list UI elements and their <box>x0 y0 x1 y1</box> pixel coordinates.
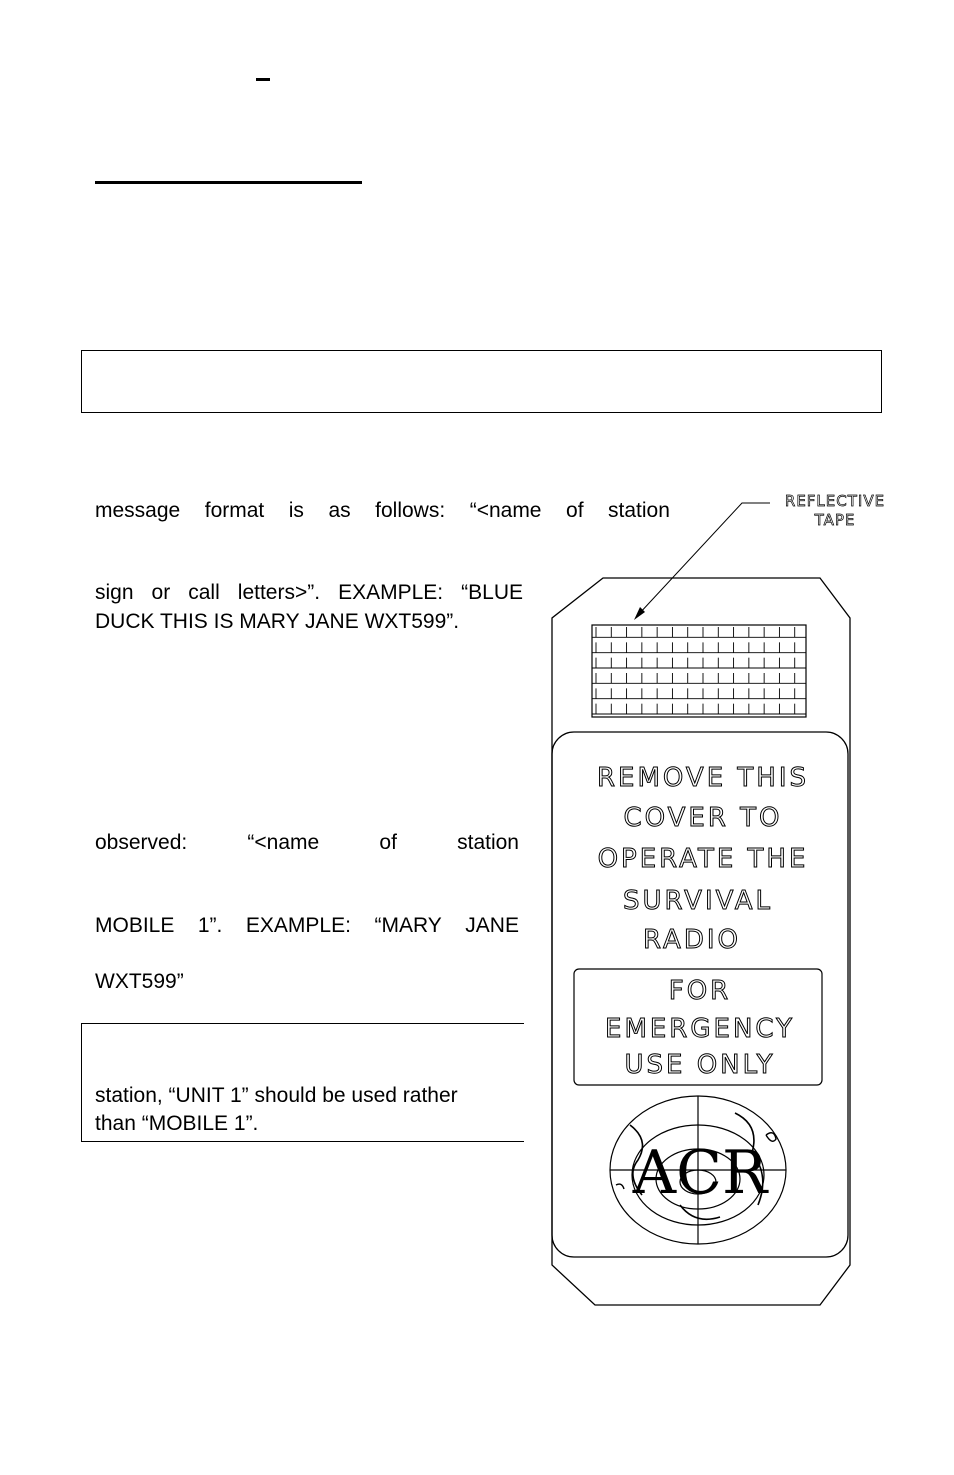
emergency-line-2: EMERGENCY <box>605 1014 795 1044</box>
cover-line-1: REMOVE THIS <box>596 763 810 793</box>
reflective-tape-grid <box>592 625 806 717</box>
note-line2: than “MOBILE 1”. <box>95 1112 259 1135</box>
paragraph1-line2 <box>95 578 523 607</box>
word: 1”. <box>197 914 223 937</box>
word: follows: <box>375 499 446 522</box>
paragraph1-line3: DUCK THIS IS MARY JANE WXT599”. <box>95 610 460 633</box>
word: call <box>188 581 220 604</box>
word: format <box>204 499 265 522</box>
emergency-line-1: FOR <box>668 976 732 1006</box>
word: of <box>566 499 584 522</box>
cover-line-5: RADIO <box>643 925 741 955</box>
cover-line-4: SURVIVAL <box>622 886 774 916</box>
callout-reflective: REFLECTIVE <box>784 492 886 510</box>
word: letters>”. <box>237 581 321 604</box>
acr-globe-logo <box>610 1096 786 1244</box>
word: EXAMPLE: <box>245 914 351 937</box>
emergency-line-3: USE ONLY <box>624 1050 776 1080</box>
word: or <box>151 581 171 604</box>
heading-dash <box>256 78 270 81</box>
word: “BLUE <box>461 581 523 604</box>
paragraph2-line3: WXT599” <box>95 970 184 993</box>
word: “<name <box>469 499 542 522</box>
word: JANE <box>465 914 519 937</box>
heading-underline <box>95 181 362 184</box>
word: message <box>95 499 181 522</box>
callout-leader <box>638 503 770 615</box>
paragraph2-line2 <box>95 911 519 940</box>
cover-line-3: OPERATE THE <box>597 844 809 874</box>
word: station <box>608 499 670 522</box>
callout-tape: TAPE <box>814 511 856 529</box>
word: EXAMPLE: <box>338 581 444 604</box>
word: is <box>288 499 304 522</box>
word: observed: <box>95 831 188 854</box>
radio-cover-illustration <box>530 485 930 1315</box>
note-line1: station, “UNIT 1” should be used rather <box>95 1084 458 1107</box>
word: sign <box>95 581 134 604</box>
word: “MARY <box>374 914 442 937</box>
word: of <box>379 831 397 854</box>
word: station <box>457 831 519 854</box>
acr-logo-text: ACR <box>632 1138 768 1208</box>
word: as <box>328 499 351 522</box>
cover-line-2: COVER TO <box>623 803 783 833</box>
paragraph2-line1 <box>95 828 519 857</box>
tape-border <box>592 625 806 717</box>
word: “<name <box>247 831 320 854</box>
word: MOBILE <box>95 914 175 937</box>
empty-note-box <box>81 350 882 413</box>
